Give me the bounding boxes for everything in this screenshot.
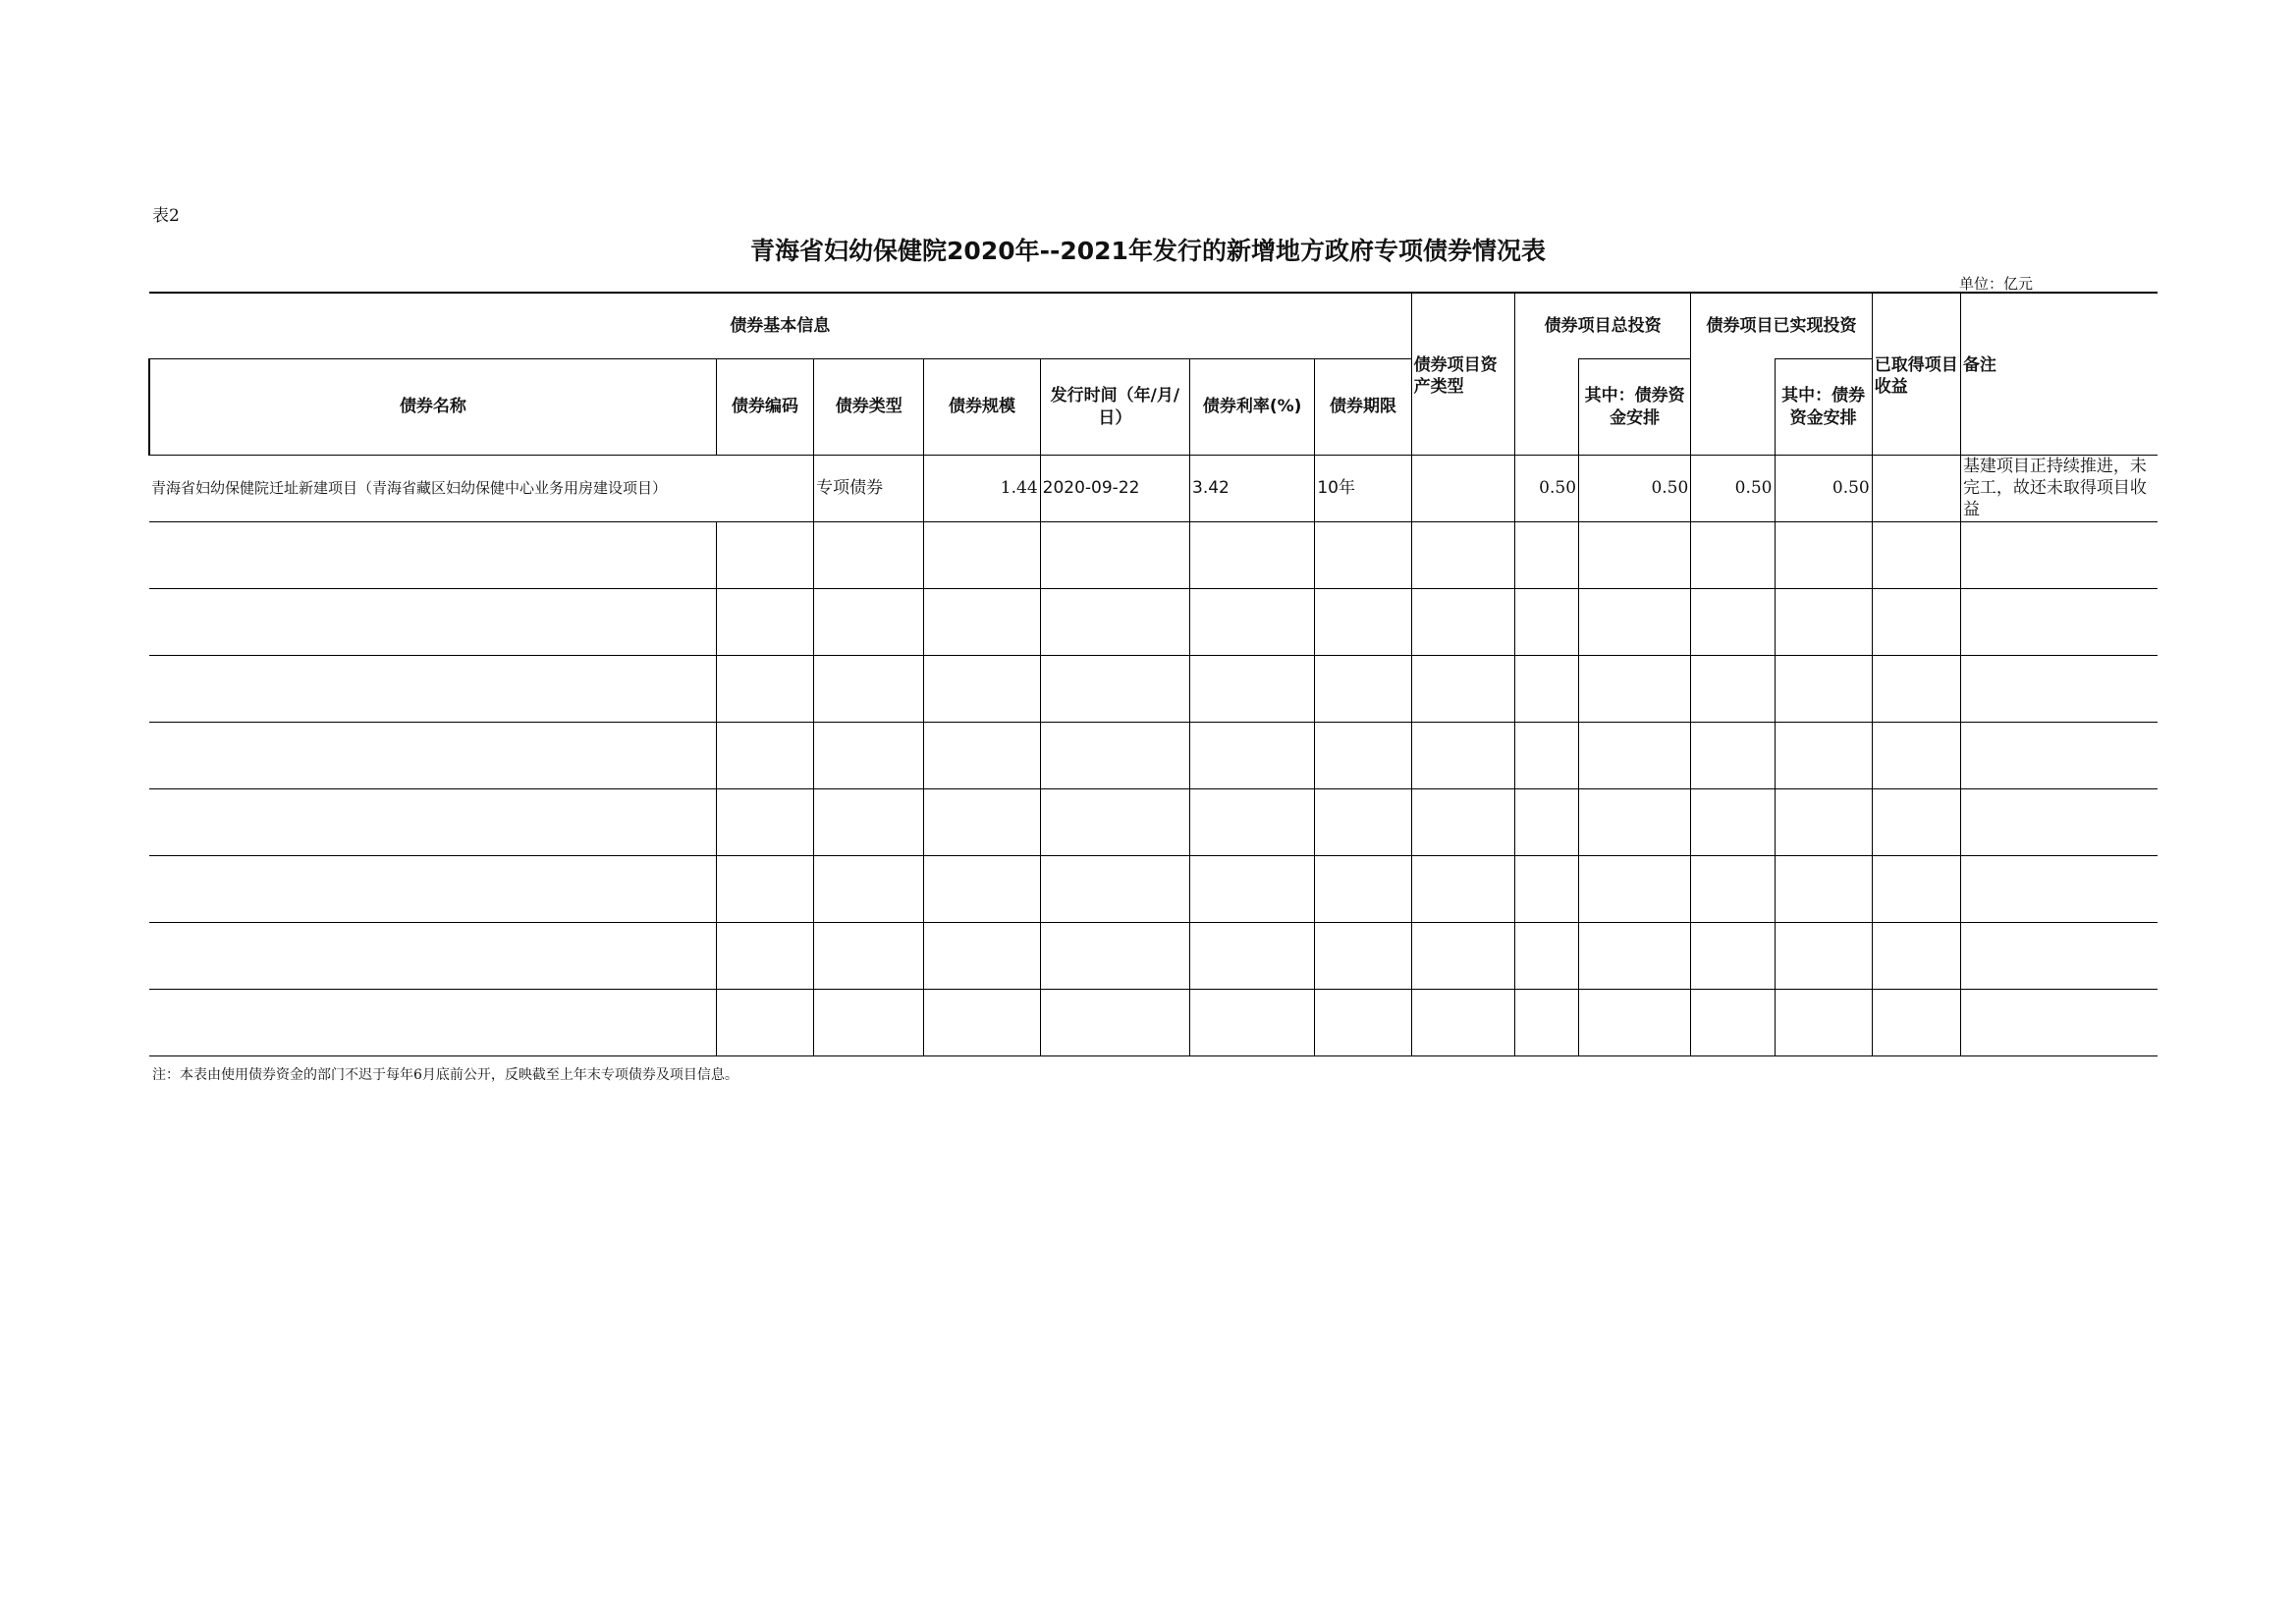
empty-row — [149, 990, 2158, 1056]
cell-name: 青海省妇幼保健院迁址新建项目（青海省藏区妇幼保健中心业务用房建设项目） — [149, 456, 814, 522]
header-revenue: 已取得项目收益 — [1872, 293, 1960, 456]
page-title: 青海省妇幼保健院2020年--2021年发行的新增地方政府专项债券情况表 — [750, 237, 1546, 265]
header-realized-bond-funds: 其中：债券资金安排 — [1775, 359, 1872, 456]
empty-row — [149, 589, 2158, 656]
header-realized-investment: 债券项目已实现投资 — [1691, 293, 1872, 359]
cell-realized-investment: 0.50 — [1691, 456, 1775, 522]
cell-remark: 基建项目正持续推进，未完工，故还未取得项目收益 — [1960, 456, 2158, 522]
cell-rate: 3.42 — [1190, 456, 1315, 522]
cell-revenue — [1872, 456, 1960, 522]
header-total-bond-funds: 其中：债券资金安排 — [1579, 359, 1691, 456]
header-realized-spacer — [1691, 359, 1775, 456]
bond-table — [148, 292, 2158, 1056]
header-remark: 备注 — [1960, 293, 2158, 456]
empty-row — [149, 656, 2158, 723]
header-code: 债券编码 — [716, 359, 813, 456]
header-total-spacer — [1514, 359, 1578, 456]
header-basic-info: 债券基本信息 — [149, 293, 1411, 359]
empty-row — [149, 923, 2158, 990]
header-scale: 债券规模 — [924, 359, 1040, 456]
cell-term: 10年 — [1315, 456, 1411, 522]
cell-scale: 1.44 — [924, 456, 1040, 522]
footnote: 注：本表由使用债券资金的部门不迟于每年6月底前公开，反映截至上年末专项债券及项目信息。 — [152, 1067, 738, 1083]
table-label: 表2 — [152, 206, 180, 226]
empty-row — [149, 522, 2158, 589]
header-total-investment: 债券项目总投资 — [1514, 293, 1690, 359]
cell-total-bond-funds: 0.50 — [1579, 456, 1691, 522]
cell-issue-time: 2020-09-22 — [1040, 456, 1189, 522]
cell-realized-bond-funds: 0.50 — [1775, 456, 1872, 522]
empty-row — [149, 723, 2158, 789]
header-term: 债券期限 — [1315, 359, 1411, 456]
header-row-2 — [149, 359, 2158, 456]
empty-row — [149, 856, 2158, 923]
header-type: 债券类型 — [814, 359, 924, 456]
empty-row — [149, 789, 2158, 856]
unit-label: 单位：亿元 — [1959, 275, 2034, 293]
cell-total-investment: 0.50 — [1514, 456, 1578, 522]
header-row-1 — [149, 293, 2158, 359]
header-name: 债券名称 — [149, 359, 716, 456]
header-asset-type: 债券项目资产类型 — [1411, 293, 1514, 456]
table-row — [149, 456, 2158, 522]
cell-asset-type — [1411, 456, 1514, 522]
header-issue-time: 发行时间（年/月/日） — [1040, 359, 1189, 456]
header-rate: 债券利率(%) — [1190, 359, 1315, 456]
cell-type: 专项债券 — [814, 456, 924, 522]
